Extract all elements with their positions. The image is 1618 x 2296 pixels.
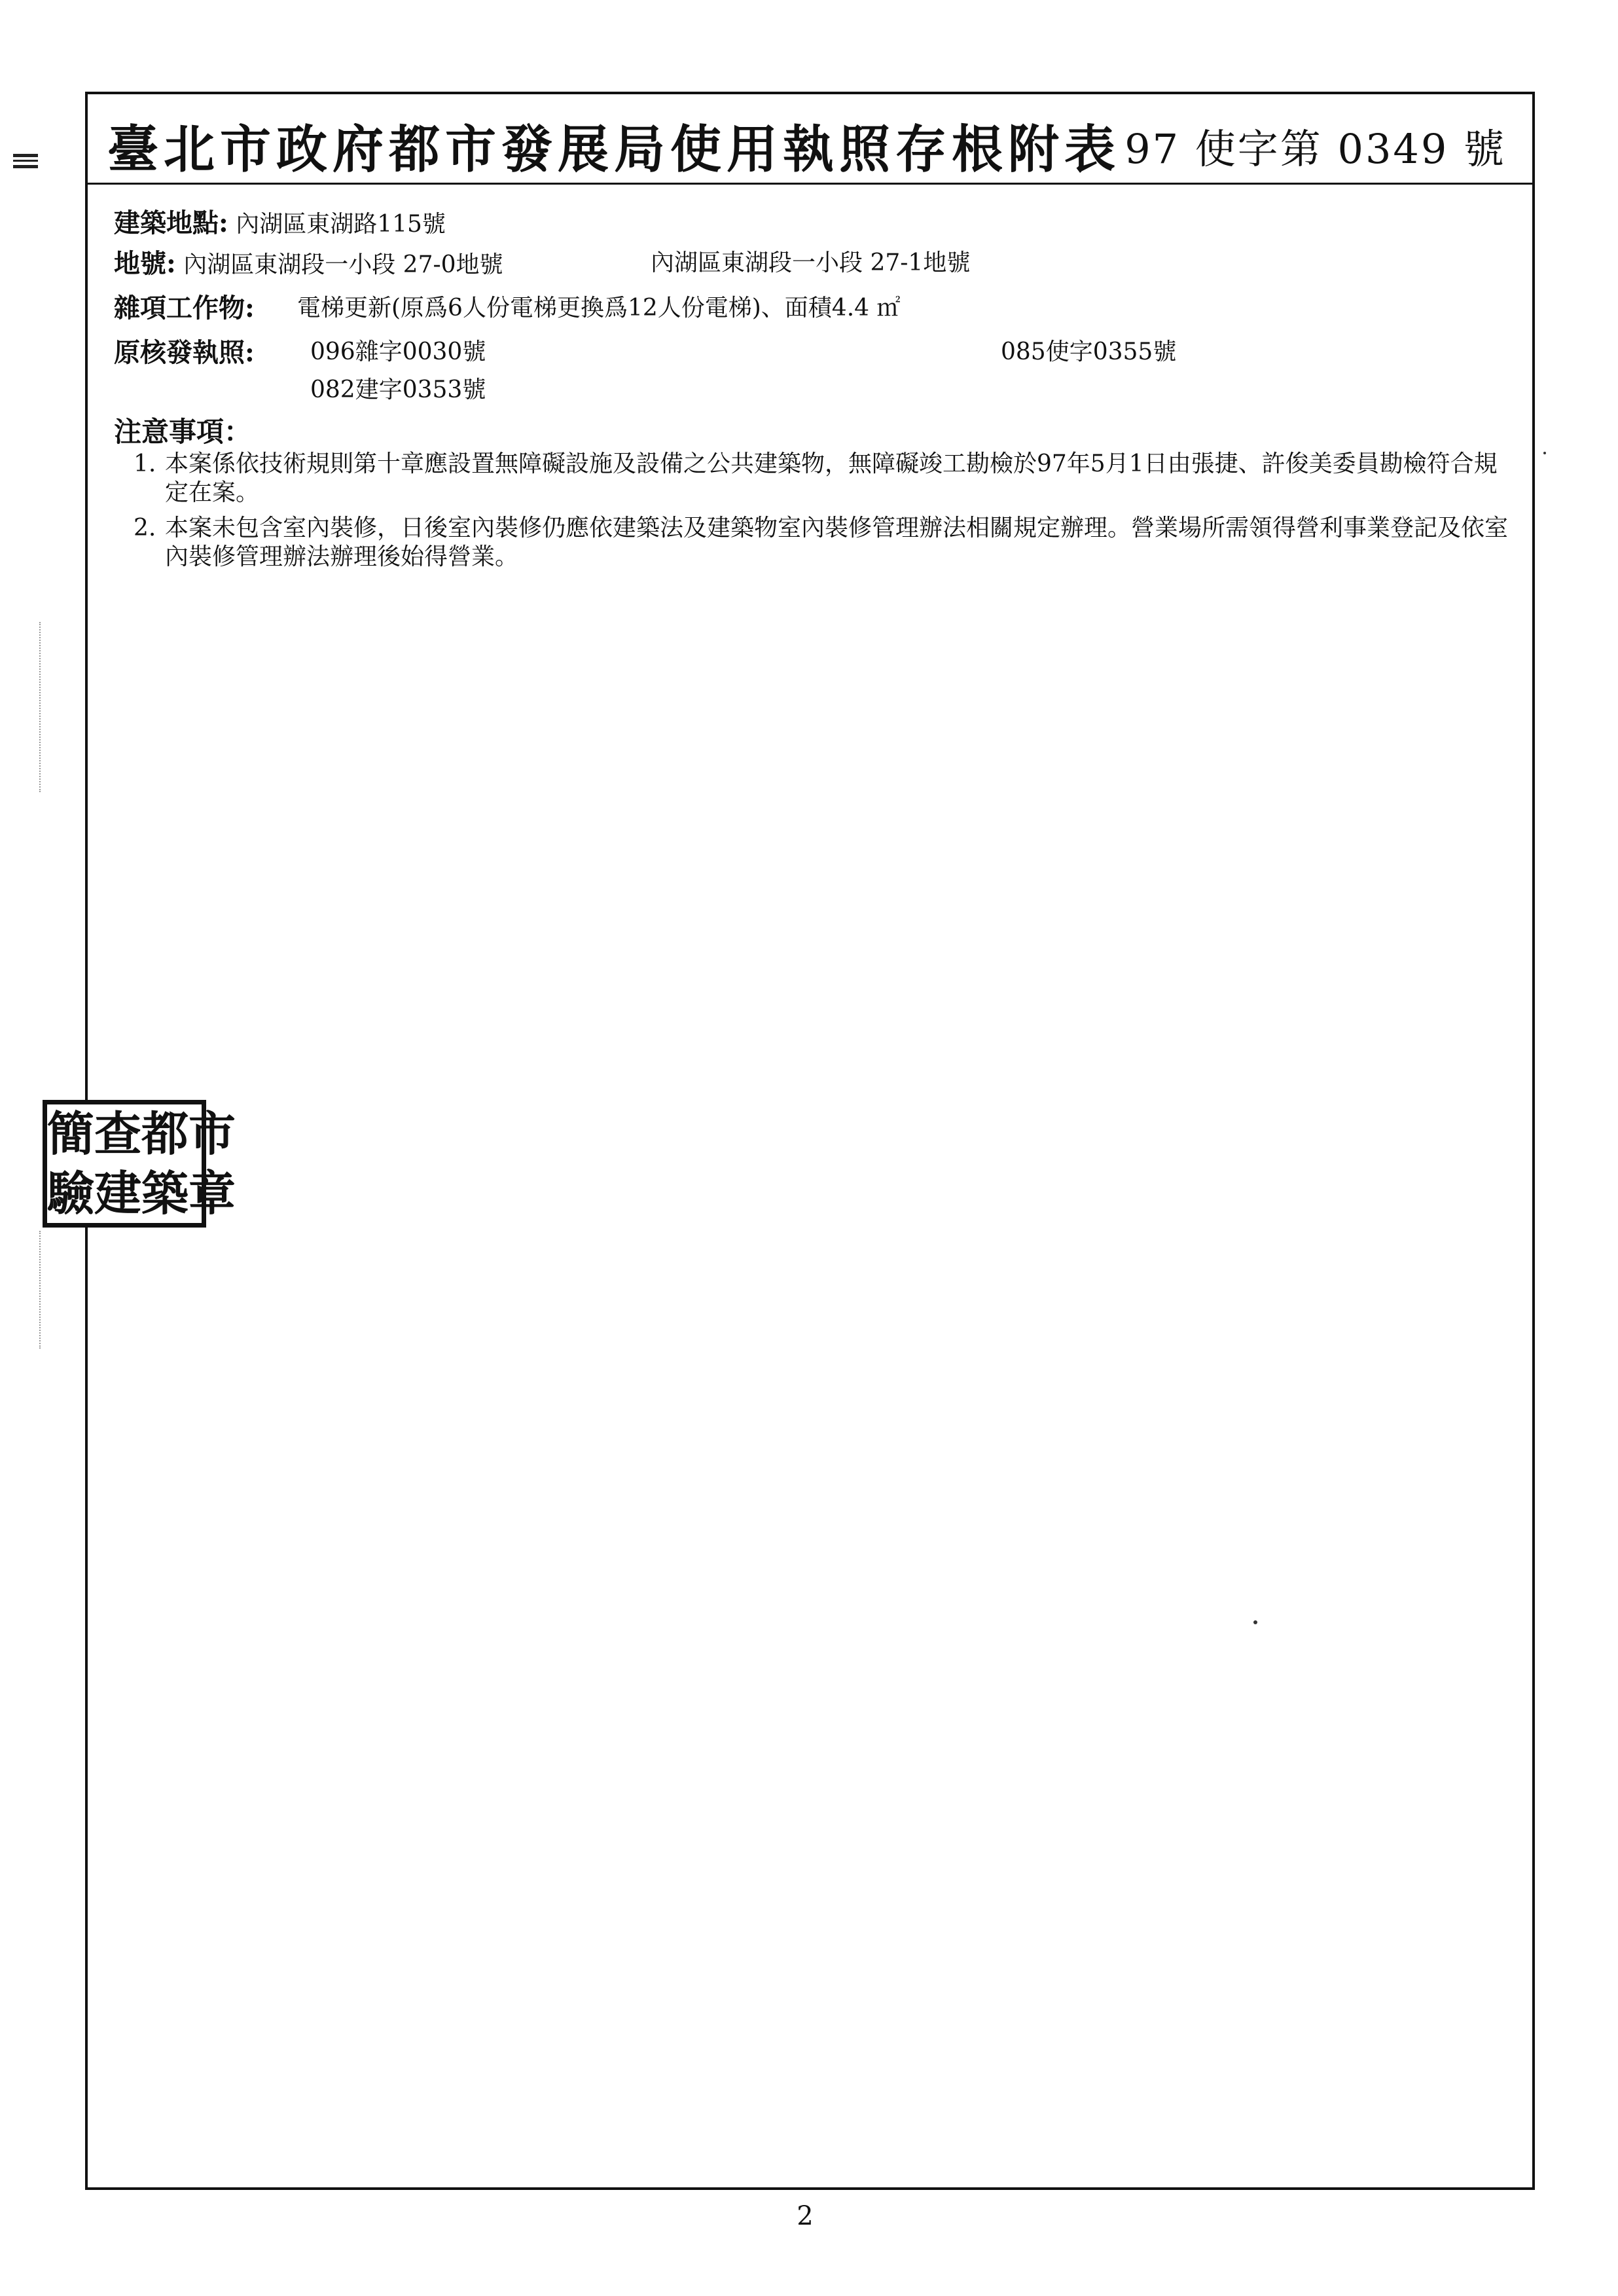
note-item (134, 450, 1511, 509)
original-permit-1: 096雜字0030號 (310, 338, 486, 365)
margin-dots (39, 622, 43, 792)
location-row (114, 202, 446, 240)
lot-value-1: 內湖區東湖段一小段 27-0地號 (183, 251, 503, 278)
misc-work-row (114, 287, 255, 325)
original-permit-3: 082建字0353號 (310, 376, 486, 403)
note-text: 本案未包含室內裝修，日後室內裝修仍應依建築法及建築物室內裝修管理辦法相關規定辦理。營業場所需領得營利事業登記及依室內裝修管理辦法辦理後始得營業。 (165, 515, 1509, 570)
binding-mark (13, 154, 38, 168)
lot-value-2: 內湖區東湖段一小段 27-1地號 (651, 249, 971, 276)
note-number: 2. (134, 515, 156, 541)
note-number: 1. (134, 450, 156, 477)
document-frame (85, 92, 1535, 2190)
original-permit-label: 原核發執照: (114, 337, 255, 368)
scan-speck (1253, 1620, 1257, 1624)
note-item (134, 514, 1511, 573)
lot-label: 地號: (114, 248, 176, 279)
original-permit-row (114, 332, 255, 369)
permit-number: 97 使字第 0349 號 (1124, 125, 1506, 173)
notes-title: 注意事項： (114, 416, 252, 448)
document-title: 臺北市政府都市發展局使用執照存根附表 (107, 120, 1121, 179)
lot-row (114, 243, 503, 280)
document-header (88, 94, 1532, 185)
misc-work-value: 電梯更新(原爲6人份電梯更換爲12人份電梯)、面積4.4 ㎡ (297, 295, 901, 321)
scan-speck (1543, 452, 1546, 454)
misc-work-label: 雜項工作物: (114, 293, 255, 323)
original-permit-2: 085使字0355號 (1001, 338, 1177, 365)
margin-dots (39, 1231, 43, 1349)
location-label: 建築地點: (114, 208, 228, 238)
location-value: 內湖區東湖路115號 (236, 211, 446, 238)
note-text: 本案係依技術規則第十章應設置無障礙設施及設備之公共建築物，無障礙竣工勘檢於97年5月1日由張捷、許俊美委員勘檢符合規定在案。 (165, 450, 1498, 506)
page-number: 2 (797, 2201, 814, 2231)
official-seal: 簡 查 都 市 驗 建 築 章 (43, 1100, 206, 1228)
